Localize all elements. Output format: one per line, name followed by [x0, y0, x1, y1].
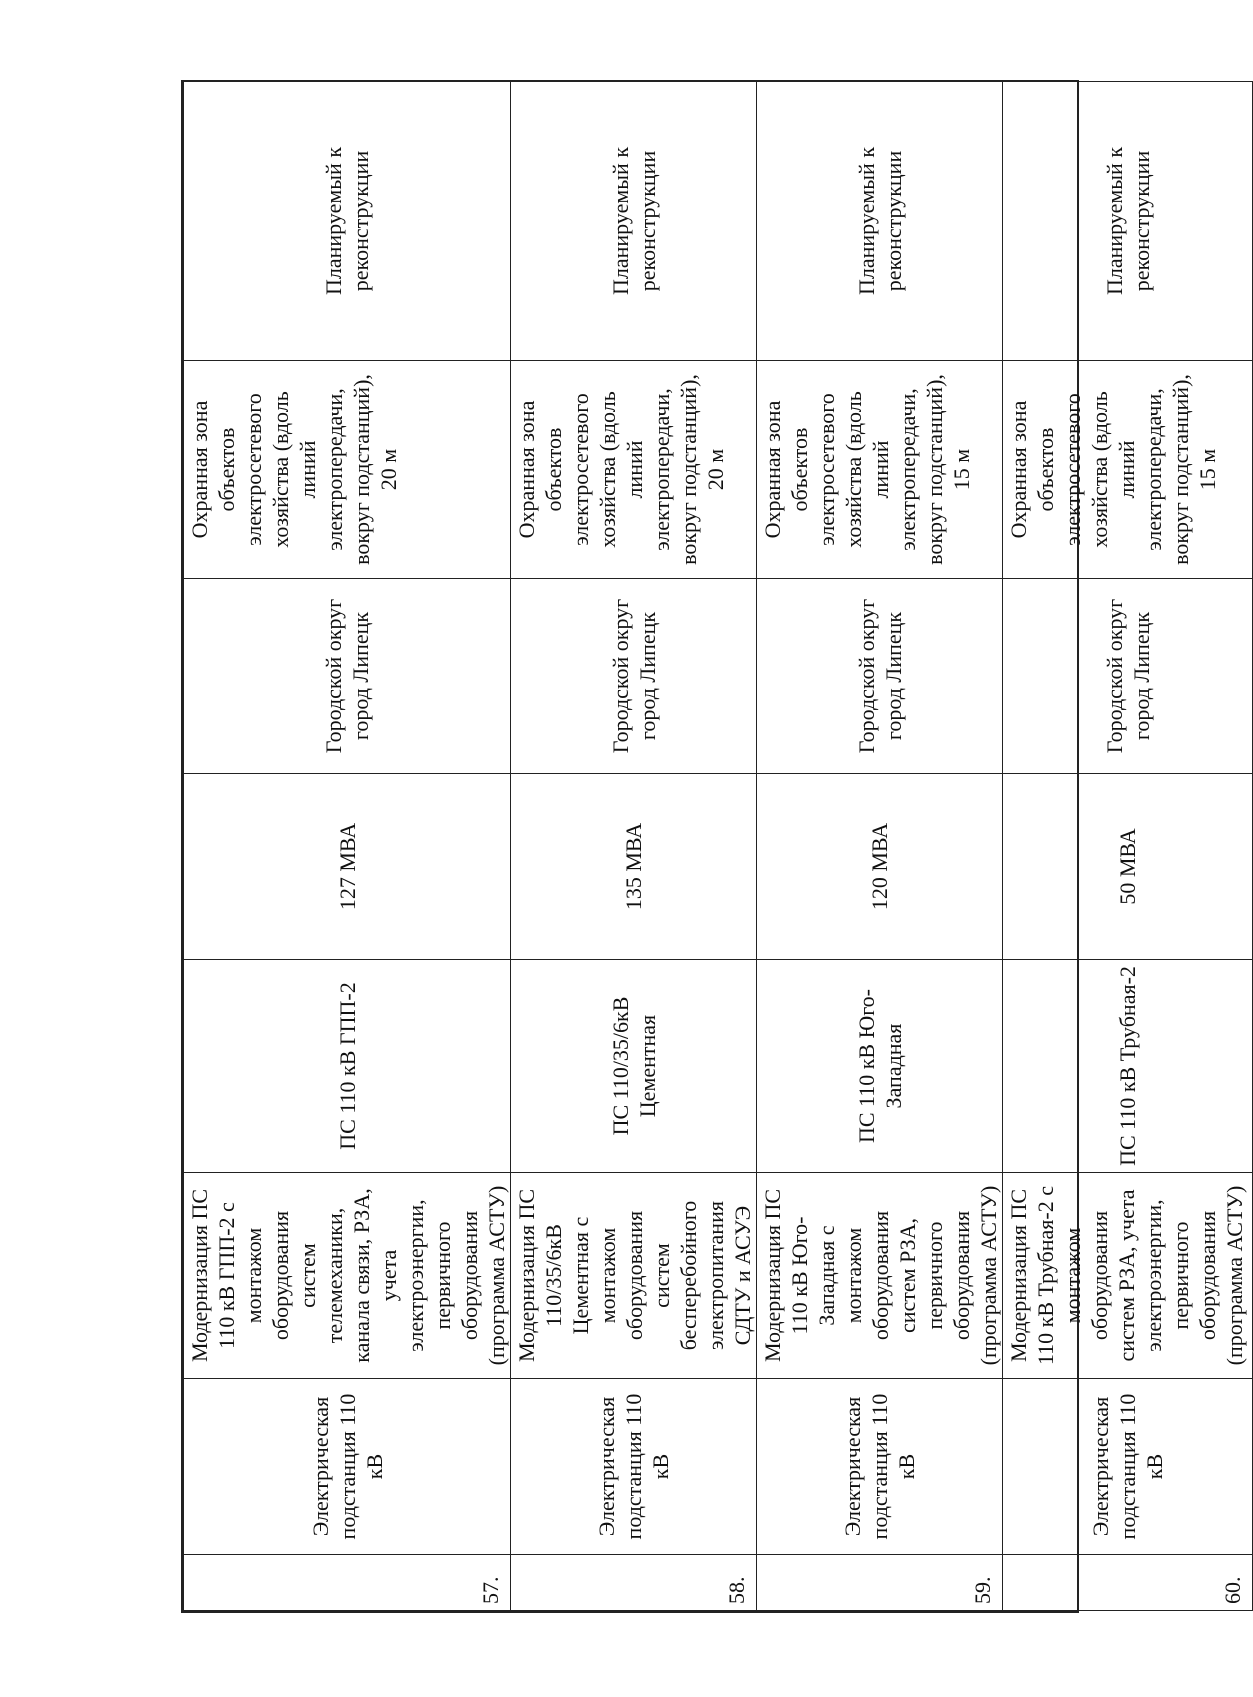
- object-status: Планируемый к реконструкции: [511, 82, 757, 361]
- object-location: Городской округ город Липецк: [757, 579, 1003, 774]
- object-description: Модернизация ПС 110 кВ Юго-Западная с монтажом оборудования систем РЗА, первичного оборудования (программа АСТУ): [757, 1173, 1003, 1379]
- rotated-table: [183, 78, 1247, 1611]
- row-number: 58.: [511, 1555, 757, 1611]
- table-row: [1003, 82, 1253, 1611]
- object-name: ПС 110/35/6кВ Цементная: [511, 960, 757, 1173]
- protection-zone: Охранная зона объектов электросетевого хозяйства (вдоль линий электропередачи, вокруг подстанций), 15 м: [757, 361, 1003, 579]
- object-capacity: 50 МВА: [1003, 774, 1253, 960]
- object-description: Модернизация ПС 110/35/6кВ Цементная с монтажом оборудования систем бесперебойного электропитания СДТУ и АСУЭ: [511, 1173, 757, 1379]
- table-row: [757, 82, 1003, 1611]
- object-name: ПС 110 кВ Трубная-2: [1003, 960, 1253, 1173]
- object-status: Планируемый к реконструкции: [1003, 82, 1253, 361]
- document-table: [181, 80, 1247, 1613]
- object-name: ПС 110 кВ Юго-Западная: [757, 960, 1003, 1173]
- object-capacity: 127 МВА: [184, 774, 511, 960]
- object-location: Городской округ город Липецк: [511, 579, 757, 774]
- object-type: Электрическая подстанция 110 кВ: [757, 1379, 1003, 1555]
- object-location: Городской округ город Липецк: [1003, 579, 1253, 774]
- object-name: ПС 110 кВ ГПП-2: [184, 960, 511, 1173]
- object-type: Электрическая подстанция 110 кВ: [184, 1379, 511, 1555]
- protection-zone: Охранная зона объектов электросетевого хозяйства (вдоль линий электропередачи, вокруг подстанций), 15 м: [1003, 361, 1253, 579]
- table-row: [511, 82, 757, 1611]
- object-capacity: 120 МВА: [757, 774, 1003, 960]
- object-capacity: 135 МВА: [511, 774, 757, 960]
- object-description: Модернизация ПС 110 кВ ГПП-2 с монтажом оборудования систем телемеханики, канала связи, РЗА, учета электроэнергии, первичного оборудования (программа АСТУ): [184, 1173, 511, 1379]
- object-type: Электрическая подстанция 110 кВ: [1003, 1379, 1253, 1555]
- row-number: 60.: [1003, 1555, 1253, 1611]
- object-location: Городской округ город Липецк: [184, 579, 511, 774]
- objects-table: [183, 81, 1253, 1611]
- table-row: [184, 82, 511, 1611]
- object-status: Планируемый к реконструкции: [184, 82, 511, 361]
- object-type: Электрическая подстанция 110 кВ: [511, 1379, 757, 1555]
- object-status: Планируемый к реконструкции: [757, 82, 1003, 361]
- row-number: 59.: [757, 1555, 1003, 1611]
- protection-zone: Охранная зона объектов электросетевого хозяйства (вдоль линий электропередачи, вокруг подстанций), 20 м: [184, 361, 511, 579]
- protection-zone: Охранная зона объектов электросетевого хозяйства (вдоль линий электропередачи, вокруг подстанций), 20 м: [511, 361, 757, 579]
- object-description: Модернизация ПС 110 кВ Трубная-2 с монтажом оборудования систем РЗА, учета электроэнергии, первичного оборудования (программа АСТУ): [1003, 1173, 1253, 1379]
- row-number: 57.: [184, 1555, 511, 1611]
